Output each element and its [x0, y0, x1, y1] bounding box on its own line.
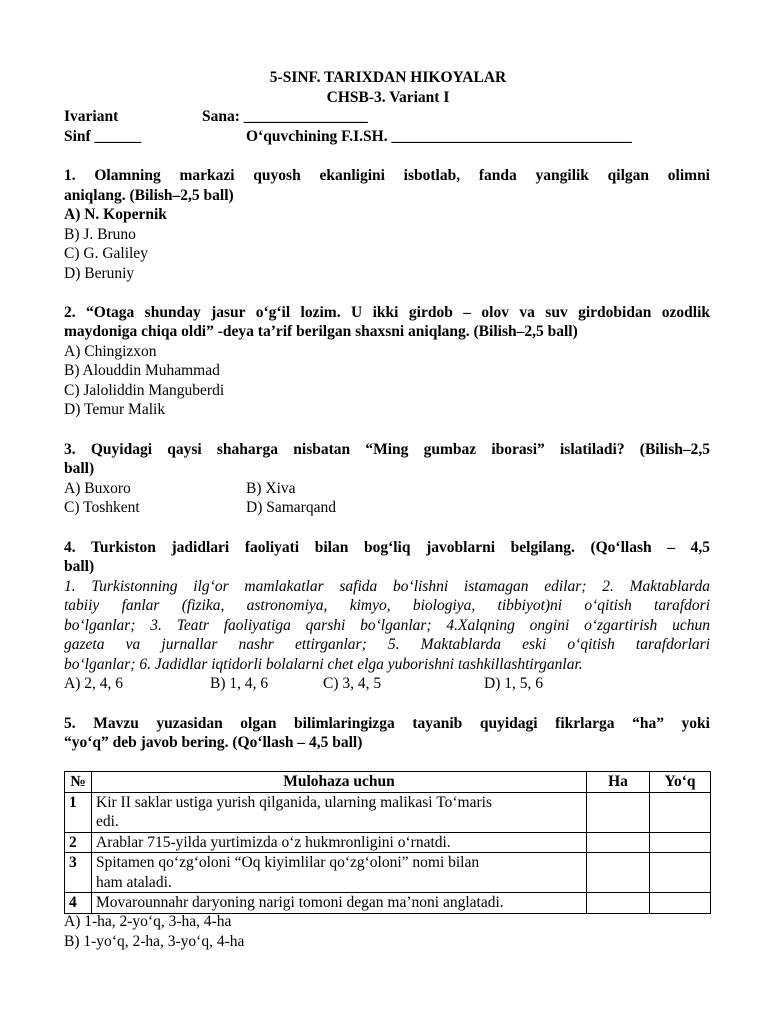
table-header-number: № [65, 772, 92, 793]
question-5-option-a: A) 1-ha, 2-yo‘q, 3-ha, 4-ha [64, 913, 232, 930]
question-3-option-c: C) Toshkent [64, 499, 140, 516]
question-4-option-c: C) 3, 4, 5 [323, 675, 382, 692]
question-1-option-b: B) J. Bruno [64, 226, 136, 243]
date-field: Sana: ________________ [202, 108, 368, 125]
no-answer-cell[interactable] [650, 792, 711, 832]
row-statement [92, 893, 587, 914]
question-5-option-b: B) 1-yo‘q, 2-ha, 3-yo‘q, 4-ha [64, 933, 245, 950]
question-4-option-b: B) 1, 4, 6 [210, 675, 269, 692]
question-1-text: 1. Olamning markazi quyosh ekanligini isbotlab, fanda yangilik qilgan olimni [64, 167, 710, 184]
yes-answer-cell[interactable] [587, 893, 650, 914]
question-2-text-cont: maydoniga chiqa oldi” -deya ta’rif berilgan shaxsni aniqlang. (Bilish–2,5 ball) [64, 323, 578, 340]
row-number: 4 [65, 893, 92, 914]
page-subtitle: CHSB-3. Variant I [326, 89, 450, 106]
question-3-text: 3. Quyidagi qaysi shaharga nisbatan “Ming gumbaz iborasi” islatiladi? (Bilish–2,5 [64, 441, 710, 458]
question-3-option-b: B) Xiva [246, 480, 296, 497]
yes-answer-cell[interactable] [587, 853, 650, 893]
table-row [65, 893, 711, 914]
table-row [65, 832, 711, 853]
row-statement [92, 832, 587, 853]
row-number: 1 [65, 792, 92, 832]
table-header-row [65, 772, 711, 793]
question-4-statement-line: tabiiy fanlar (fizika, astronomiya, kimyo, biologiya, tibbiyot)ni o‘qitish tarafdori [64, 597, 710, 614]
question-1-option-a: A) N. Kopernik [64, 206, 167, 223]
question-3-option-d: D) Samarqand [246, 499, 336, 516]
table-header-statement: Mulohaza uchun [92, 772, 587, 793]
row-statement-line: edi. [96, 813, 119, 830]
question-4-statement-line: 1. Turkistonning ilg‘or mamlakatlar safida bo‘lishni istamagan edilar; 2. Maktablarda [64, 578, 710, 595]
variant-label: Ivariant [64, 108, 119, 125]
yes-answer-cell[interactable] [587, 832, 650, 853]
row-statement-line: Spitamen qo‘zg‘oloni “Oq kiyimlilar qo‘zg‘oloni” nomi bilan [96, 854, 480, 871]
table-row [65, 792, 711, 832]
row-statement-line: ham ataladi. [96, 873, 172, 891]
row-statement [92, 792, 587, 832]
row-number: 2 [65, 832, 92, 853]
row-statement-line: Arablar 715-yilda yurtimizda o‘z hukmronligini o‘rnatdi. [96, 833, 451, 851]
question-4-statement-line: gazeta va jurnallar nashr ettirganlar; 5. Maktablarda eski o‘qitish tarafdorlari [64, 636, 710, 653]
statements-table [64, 771, 711, 914]
row-number: 3 [65, 853, 92, 893]
table-header-no: Yo‘q [650, 772, 711, 793]
question-2-option-c: C) Jaloliddin Manguberdi [64, 382, 225, 399]
question-2-option-b: B) Alouddin Muhammad [64, 362, 220, 379]
table-header-yes: Ha [587, 772, 650, 793]
question-4-text-cont: ball) [64, 558, 95, 575]
question-1-option-d: D) Beruniy [64, 265, 135, 282]
question-1-option-c: C) G. Galiley [64, 245, 148, 262]
row-statement-line: Movarounnahr daryoning narigi tomoni degan ma’noni anglatadi. [96, 894, 504, 911]
question-4-statement-line: bo‘lganlar; 3. Teatr faoliyatiga qarshi bo‘lganlar; 4.Xalqning ongini o‘zgartirish uchun [64, 617, 710, 634]
question-2-option-a: A) Chingizxon [64, 343, 157, 360]
page-title: 5-SINF. TARIXDAN HIKOYALAR [269, 69, 507, 86]
class-field: Sinf ______ [64, 128, 142, 145]
question-2-option-d: D) Temur Malik [64, 401, 166, 418]
question-4-text: 4. Turkiston jadidlari faoliyati bilan bog‘liq javoblarni belgilang. (Qo‘llash – 4,5 [64, 539, 710, 556]
question-4-option-d: D) 1, 5, 6 [484, 675, 543, 692]
question-5-text: 5. Mavzu yuzasidan olgan bilimlaringizga tayanib quyidagi fikrlarga “ha” yoki [64, 715, 710, 732]
no-answer-cell[interactable] [650, 893, 711, 914]
question-1-text-cont: aniqlang. (Bilish–2,5 ball) [64, 187, 234, 204]
student-name-field: O‘quvchining F.I.SH. _______________________________ [246, 128, 632, 145]
question-5-text-cont: “yo‘q” deb javob bering. (Qo‘llash – 4,5 ball) [64, 734, 363, 751]
table-row [65, 853, 711, 893]
question-3-option-a: A) Buxoro [64, 480, 131, 497]
row-statement-line: Kir II saklar ustiga yurish qilganida, ularning malikasi To‘maris [96, 793, 492, 811]
no-answer-cell[interactable] [650, 832, 711, 853]
yes-answer-cell[interactable] [587, 792, 650, 832]
question-2-text: 2. “Otaga shunday jasur o‘g‘il lozim. U ikki girdob – olov va suv girdobidan ozodlik [64, 304, 710, 321]
question-4-option-a: A) 2, 4, 6 [64, 675, 123, 692]
row-statement [92, 853, 587, 893]
question-3-text-cont: ball) [64, 460, 95, 477]
no-answer-cell[interactable] [650, 853, 711, 893]
question-4-statement-line: bo‘lganlar; 6. Jadidlar iqtidorli bolalarni chet elga yuborishni tashkillashtirganlar. [64, 656, 583, 673]
